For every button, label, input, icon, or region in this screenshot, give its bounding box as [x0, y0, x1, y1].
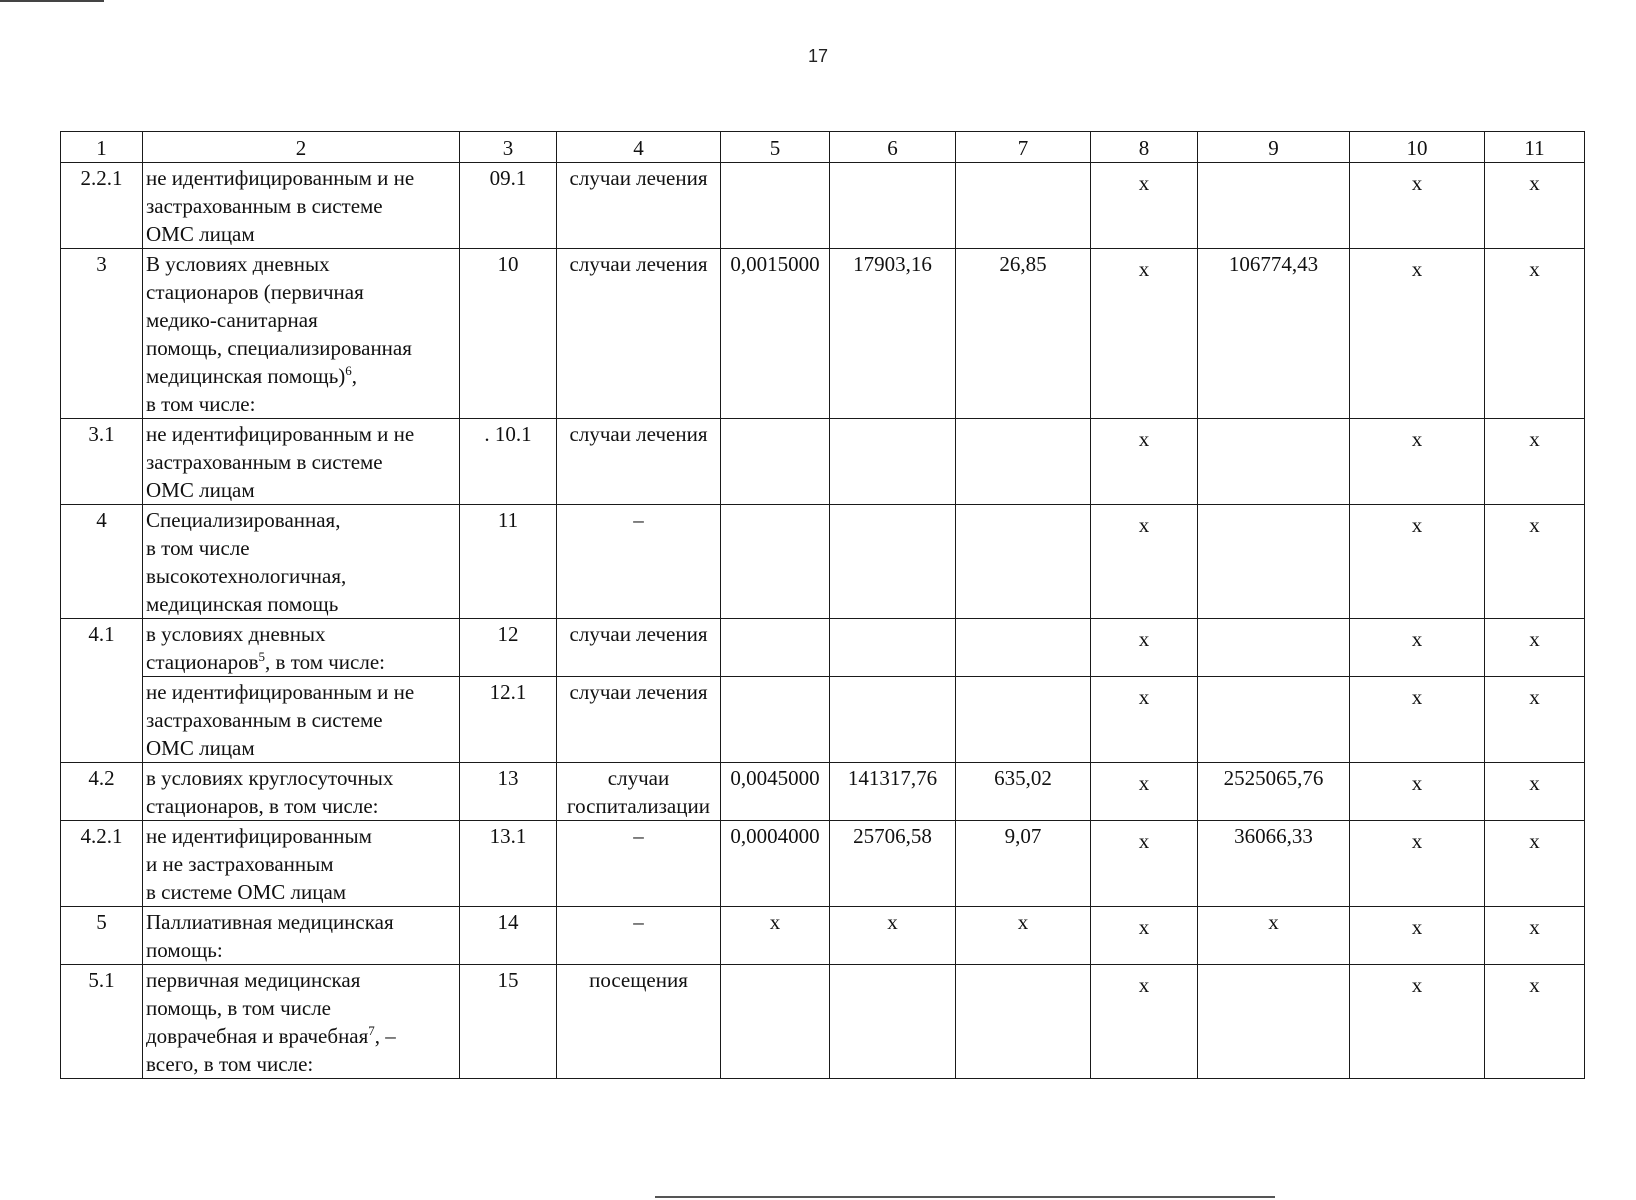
- cell-oms-thousand: х: [1198, 907, 1350, 965]
- page-number: 17: [807, 46, 829, 66]
- indicator-name-line: Специализированная,: [146, 508, 341, 532]
- header-col-1: 1: [61, 132, 143, 163]
- cell-per-capita: [956, 619, 1091, 677]
- cell-indicator-name: [143, 965, 460, 1079]
- cell-budget-thousand: х: [1091, 907, 1198, 965]
- indicator-name-line: медицинская помощь: [146, 592, 339, 616]
- indicator-name-line: застрахованным в системе: [146, 450, 383, 474]
- cell-unit: случаи лечения: [557, 619, 721, 677]
- cell-total-percent: х: [1485, 163, 1585, 249]
- data-table: [60, 131, 1585, 1079]
- cell-unit: случаи лечения: [557, 677, 721, 763]
- cell-unit: –: [557, 907, 721, 965]
- cell-per-capita: 26,85: [956, 249, 1091, 419]
- cell-cost-norm: [830, 163, 956, 249]
- table-row: [61, 677, 1585, 763]
- cell-unit: –: [557, 821, 721, 907]
- indicator-name-line: в системе ОМС лицам: [146, 880, 347, 904]
- header-col-4: 4: [557, 132, 721, 163]
- cell-row-number: 4.2: [61, 763, 143, 821]
- cell-total-percent: х: [1485, 965, 1585, 1079]
- cell-volume-norm: [721, 505, 830, 619]
- cell-row-number: 4.2.1: [61, 821, 143, 907]
- cell-budget-thousand: х: [1091, 677, 1198, 763]
- header-col-10: 10: [1350, 132, 1485, 163]
- cell-line-code: 09.1: [460, 163, 557, 249]
- indicator-name-line: первичная медицинская: [146, 968, 361, 992]
- cell-unit: –: [557, 505, 721, 619]
- indicator-name-line: медицинская помощь): [146, 364, 346, 388]
- cell-total-percent: х: [1485, 619, 1585, 677]
- cell-cost-norm: [830, 965, 956, 1079]
- header-col-3: 3: [460, 132, 557, 163]
- cell-indicator-name: [143, 821, 460, 907]
- cell-row-number: 4.1: [61, 619, 143, 763]
- cell-indicator-name: [143, 907, 460, 965]
- table-row: [61, 619, 1585, 677]
- indicator-name-line: в том числе:: [146, 392, 256, 416]
- table-row: [61, 907, 1585, 965]
- cell-budget-percent: х: [1350, 249, 1485, 419]
- header-col-11: 11: [1485, 132, 1585, 163]
- cell-line-code: 15: [460, 965, 557, 1079]
- cell-cost-norm: [830, 619, 956, 677]
- cell-total-percent: х: [1485, 419, 1585, 505]
- cell-row-number: 4: [61, 505, 143, 619]
- indicator-name-line: не идентифицированным и не: [146, 166, 415, 190]
- cell-per-capita: [956, 419, 1091, 505]
- cell-line-code: 14: [460, 907, 557, 965]
- cell-line-code: 12: [460, 619, 557, 677]
- cell-budget-thousand: х: [1091, 821, 1198, 907]
- cell-line-code: 12.1: [460, 677, 557, 763]
- cell-budget-thousand: х: [1091, 249, 1198, 419]
- header-col-5: 5: [721, 132, 830, 163]
- cell-line-code: 10: [460, 249, 557, 419]
- cell-total-percent: х: [1485, 249, 1585, 419]
- cell-volume-norm: 0,0004000: [721, 821, 830, 907]
- indicator-name-line: застрахованным в системе: [146, 708, 383, 732]
- header-row: [61, 132, 1585, 163]
- cell-indicator-name: [143, 249, 460, 419]
- cell-cost-norm: [830, 505, 956, 619]
- cell-budget-percent: х: [1350, 763, 1485, 821]
- cell-budget-percent: х: [1350, 677, 1485, 763]
- cell-budget-thousand: х: [1091, 619, 1198, 677]
- cell-budget-percent: х: [1350, 965, 1485, 1079]
- cell-oms-thousand: 106774,43: [1198, 249, 1350, 419]
- cell-budget-thousand: х: [1091, 763, 1198, 821]
- cell-unit: случаи лечения: [557, 163, 721, 249]
- table-body: [61, 163, 1585, 1079]
- cell-oms-thousand: [1198, 419, 1350, 505]
- cell-volume-norm: [721, 419, 830, 505]
- indicator-name-line: в условиях круглосуточных: [146, 766, 394, 790]
- cell-line-code: 11: [460, 505, 557, 619]
- indicator-name-line: помощь, специализированная: [146, 336, 412, 360]
- cell-per-capita: [956, 163, 1091, 249]
- cell-total-percent: х: [1485, 821, 1585, 907]
- indicator-name-line: не идентифицированным и не: [146, 422, 415, 446]
- cell-cost-norm: х: [830, 907, 956, 965]
- cell-oms-thousand: 36066,33: [1198, 821, 1350, 907]
- cell-budget-percent: х: [1350, 619, 1485, 677]
- cell-unit: случаи лечения: [557, 419, 721, 505]
- cell-cost-norm: [830, 419, 956, 505]
- cell-row-number: 3.1: [61, 419, 143, 505]
- cell-per-capita: х: [956, 907, 1091, 965]
- cell-budget-thousand: х: [1091, 163, 1198, 249]
- cell-indicator-name: [143, 619, 460, 677]
- header-col-9: 9: [1198, 132, 1350, 163]
- indicator-name-line: помощь:: [146, 938, 223, 962]
- cell-total-percent: х: [1485, 907, 1585, 965]
- indicator-name-line: помощь, в том числе: [146, 996, 332, 1020]
- indicator-name-line: и не застрахованным: [146, 852, 334, 876]
- cell-line-code: 13: [460, 763, 557, 821]
- indicator-name-tail: , в том числе:: [265, 650, 385, 674]
- indicator-name-tail: , –: [374, 1024, 396, 1048]
- table-row: [61, 419, 1585, 505]
- cell-per-capita: [956, 505, 1091, 619]
- cell-per-capita: [956, 965, 1091, 1079]
- footnote-mark: 5: [258, 649, 266, 664]
- table-row: [61, 163, 1585, 249]
- cell-unit: посещения: [557, 965, 721, 1079]
- indicator-name-line: стационаров (первичная: [146, 280, 364, 304]
- indicator-name-tail: ,: [351, 364, 358, 388]
- cell-volume-norm: [721, 965, 830, 1079]
- table-row: [61, 965, 1585, 1079]
- indicator-name-line: Паллиативная медицинская: [146, 910, 394, 934]
- indicator-name-line: ОМС лицам: [146, 736, 255, 760]
- cell-indicator-name: [143, 677, 460, 763]
- table-row: [61, 249, 1585, 419]
- indicator-name-line: не идентифицированным и не: [146, 680, 415, 704]
- cell-line-code: . 10.1: [460, 419, 557, 505]
- indicator-name-line: ОМС лицам: [146, 478, 255, 502]
- indicator-name-line: стационаров: [146, 650, 259, 674]
- indicator-name-line: высокотехнологичная,: [146, 564, 347, 588]
- cell-budget-thousand: х: [1091, 419, 1198, 505]
- cell-budget-percent: х: [1350, 505, 1485, 619]
- cell-budget-thousand: х: [1091, 505, 1198, 619]
- cell-cost-norm: [830, 677, 956, 763]
- cell-budget-percent: х: [1350, 821, 1485, 907]
- cell-oms-thousand: 2525065,76: [1198, 763, 1350, 821]
- cell-cost-norm: 25706,58: [830, 821, 956, 907]
- indicator-name-line: В условиях дневных: [146, 252, 330, 276]
- cell-indicator-name: [143, 419, 460, 505]
- cell-line-code: 13.1: [460, 821, 557, 907]
- header-col-7: 7: [956, 132, 1091, 163]
- cell-unit: случаи госпитализации: [557, 763, 721, 821]
- indicator-name-line: не идентифицированным: [146, 824, 372, 848]
- cell-total-percent: х: [1485, 763, 1585, 821]
- cell-unit: случаи лечения: [557, 249, 721, 419]
- indicator-name-line: застрахованным в системе: [146, 194, 383, 218]
- cell-budget-percent: х: [1350, 163, 1485, 249]
- header-col-2: 2: [143, 132, 460, 163]
- cell-indicator-name: [143, 505, 460, 619]
- indicator-name-line: ОМС лицам: [146, 222, 255, 246]
- table-row: [61, 763, 1585, 821]
- cell-budget-percent: х: [1350, 907, 1485, 965]
- indicator-name-line: в условиях дневных: [146, 622, 326, 646]
- indicator-name-line: всего, в том числе:: [146, 1052, 314, 1076]
- cell-per-capita: 635,02: [956, 763, 1091, 821]
- cell-budget-percent: х: [1350, 419, 1485, 505]
- cell-budget-thousand: х: [1091, 965, 1198, 1079]
- cell-indicator-name: [143, 763, 460, 821]
- cell-volume-norm: х: [721, 907, 830, 965]
- header-col-8: 8: [1091, 132, 1198, 163]
- cell-row-number: 3: [61, 249, 143, 419]
- cell-total-percent: х: [1485, 677, 1585, 763]
- cell-volume-norm: [721, 163, 830, 249]
- cell-indicator-name: [143, 163, 460, 249]
- cell-per-capita: 9,07: [956, 821, 1091, 907]
- cell-total-percent: х: [1485, 505, 1585, 619]
- cell-oms-thousand: [1198, 163, 1350, 249]
- cell-row-number: 5: [61, 907, 143, 965]
- cell-volume-norm: 0,0015000: [721, 249, 830, 419]
- indicator-name-line: медико-санитарная: [146, 308, 318, 332]
- scan-corner-mark: [0, 0, 104, 2]
- cell-volume-norm: [721, 677, 830, 763]
- cell-volume-norm: [721, 619, 830, 677]
- indicator-name-line: доврачебная и врачебная: [146, 1024, 369, 1048]
- cell-volume-norm: 0,0045000: [721, 763, 830, 821]
- indicator-name-line: в том числе: [146, 536, 250, 560]
- table-row: [61, 821, 1585, 907]
- bottom-rule: [655, 1196, 1275, 1198]
- cell-cost-norm: 17903,16: [830, 249, 956, 419]
- table-row: [61, 505, 1585, 619]
- cell-oms-thousand: [1198, 619, 1350, 677]
- cell-per-capita: [956, 677, 1091, 763]
- cell-row-number: 2.2.1: [61, 163, 143, 249]
- cell-cost-norm: 141317,76: [830, 763, 956, 821]
- header-col-6: 6: [830, 132, 956, 163]
- cell-oms-thousand: [1198, 505, 1350, 619]
- cell-oms-thousand: [1198, 965, 1350, 1079]
- cell-row-number: 5.1: [61, 965, 143, 1079]
- footnote-mark: 6: [345, 363, 352, 378]
- footnote-mark: 7: [368, 1023, 375, 1038]
- cell-oms-thousand: [1198, 677, 1350, 763]
- indicator-name-line: стационаров, в том числе:: [146, 794, 379, 818]
